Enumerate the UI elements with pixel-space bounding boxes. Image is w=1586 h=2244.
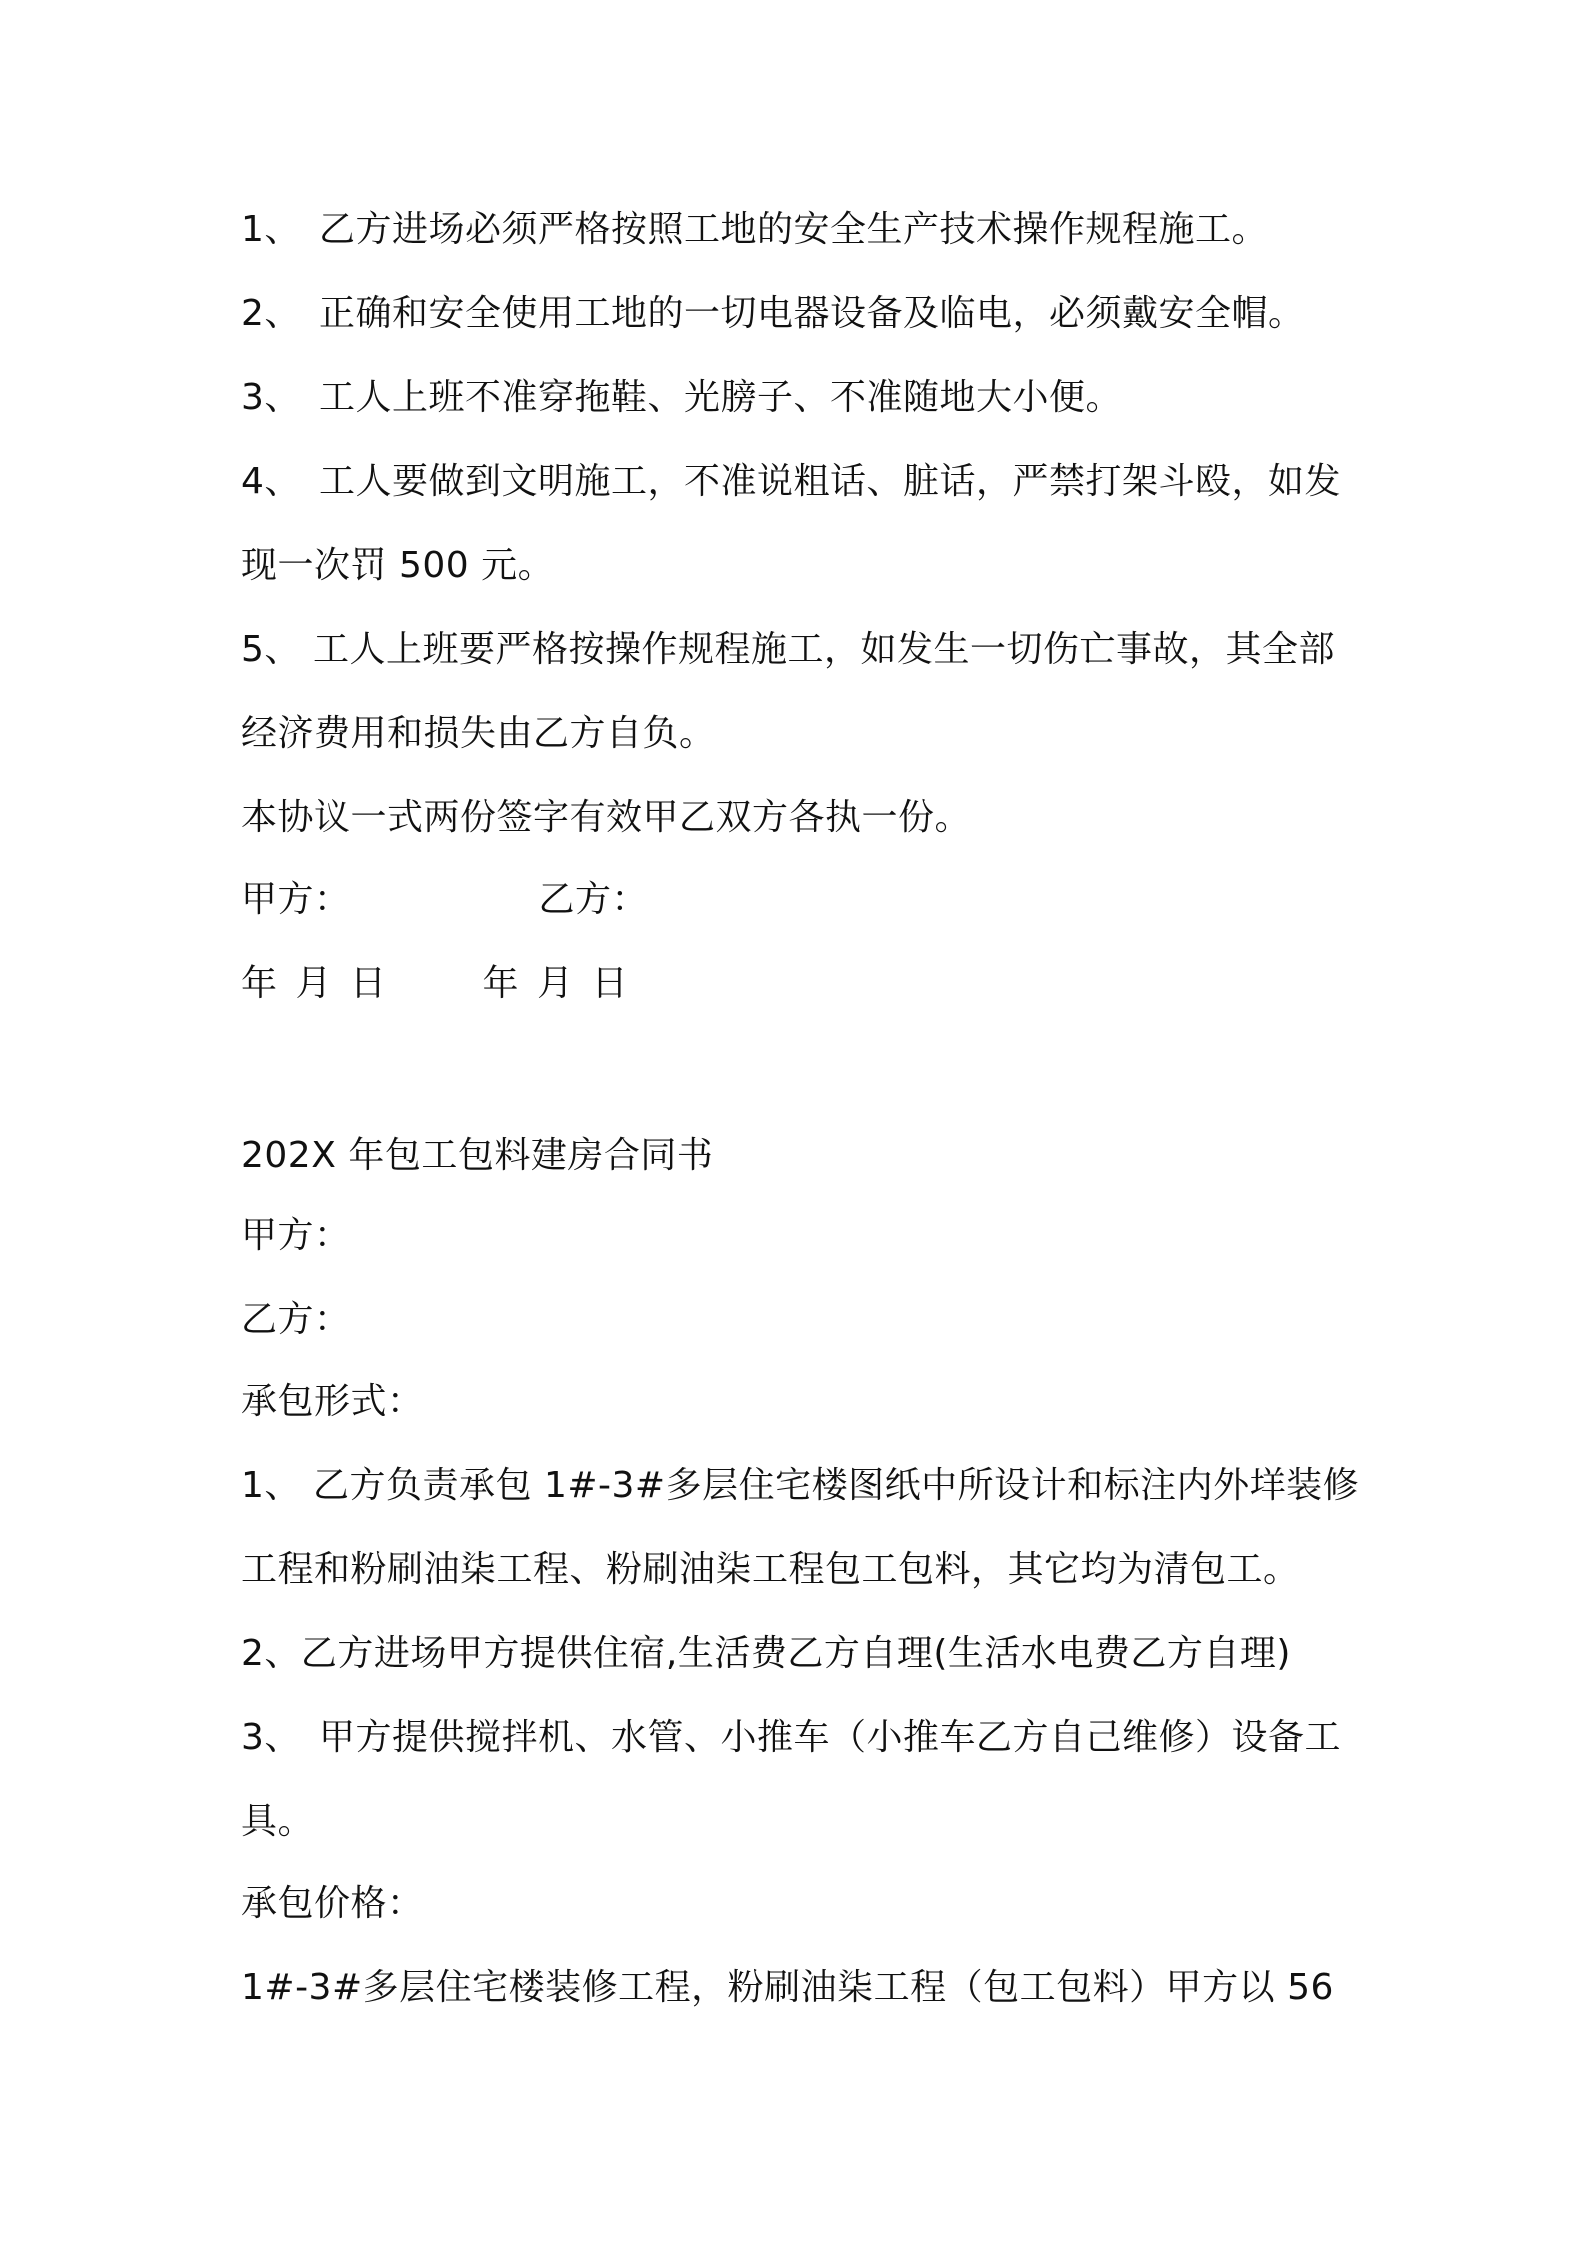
form-text: 甲方提供搅拌机、水管、小推车（小推车乙方自己维修）设备工 (319, 1717, 1342, 1758)
contract-title-text: 202X 年包工包料建房合同书 (241, 1135, 714, 1176)
rule-text: 乙方进场必须严格按照工地的安全生产技术操作规程施工。 (319, 209, 1269, 250)
rule-text-continued: 经济费用和损失由乙方自负。 (241, 713, 716, 754)
rule-item-4 (241, 458, 1341, 506)
date-a-day: 日 (350, 963, 387, 1004)
contract-form-heading-text: 承包形式： (241, 1381, 424, 1422)
date-b-month: 月 (537, 963, 574, 1004)
rule-item-1 (241, 206, 1268, 254)
form-text: 乙方负责承包 1#-3#多层住宅楼图纸中所设计和标注内外垟装修 (313, 1465, 1360, 1506)
form-number: 3、 (241, 1717, 301, 1758)
agreement-statement (241, 794, 971, 842)
rule-number: 2、 (241, 293, 301, 334)
party-b-line (241, 1296, 351, 1344)
contract-price-text (241, 1964, 1334, 2012)
date-b-year: 年 (482, 963, 520, 1004)
party-a-signature-label: 甲方： (241, 879, 351, 920)
form-text-continued: 工程和粉刷油柒工程、粉刷油柒工程包工包料，其它均为清包工。 (241, 1549, 1300, 1590)
signature-line (241, 876, 648, 924)
rule-text-continued: 现一次罚 500 元。 (241, 545, 555, 586)
rule-number: 1、 (241, 209, 301, 250)
form-item-1-continued (241, 1546, 1300, 1594)
contract-price-heading (241, 1880, 424, 1928)
party-a-label: 甲方： (241, 1215, 351, 1256)
rule-text: 工人上班要严格按操作规程施工，如发生一切伤亡事故，其全部 (313, 629, 1336, 670)
rule-number: 5、 (241, 629, 301, 670)
form-item-1 (241, 1462, 1359, 1510)
form-text: 2、乙方进场甲方提供住宿,生活费乙方自理(生活水电费乙方自理) (241, 1633, 1291, 1674)
form-text-continued: 具。 (241, 1801, 315, 1842)
rule-item-5-continued (241, 710, 716, 758)
rule-text: 正确和安全使用工地的一切电器设备及临电，必须戴安全帽。 (319, 293, 1305, 334)
form-number: 1、 (241, 1465, 301, 1506)
rule-item-2 (241, 290, 1305, 338)
date-a-year: 年 (241, 963, 278, 1004)
form-item-2 (241, 1630, 1291, 1678)
party-a-line (241, 1212, 351, 1260)
rule-item-3 (241, 374, 1122, 422)
rule-text: 工人上班不准穿拖鞋、光膀子、不准随地大小便。 (319, 377, 1123, 418)
rule-item-4-continued (241, 542, 554, 590)
rule-number: 3、 (241, 377, 301, 418)
date-a-month: 月 (295, 963, 333, 1004)
party-b-label: 乙方： (241, 1299, 351, 1340)
contract-form-heading (241, 1378, 424, 1426)
form-item-3 (241, 1714, 1341, 1762)
contract-title (241, 1132, 713, 1180)
rule-number: 4、 (241, 461, 301, 502)
agreement-text: 本协议一式两份签字有效甲乙双方各执一份。 (241, 797, 972, 838)
date-line (241, 960, 628, 1008)
rule-item-5 (241, 626, 1335, 674)
contract-price-body: 1#-3#多层住宅楼装修工程，粉刷油柒工程（包工包料）甲方以 56 (241, 1967, 1334, 2008)
contract-price-heading-text: 承包价格： (241, 1883, 424, 1924)
date-b-day: 日 (591, 963, 629, 1004)
form-item-3-continued (241, 1798, 314, 1846)
party-b-signature-label: 乙方： (538, 879, 649, 920)
rule-text: 工人要做到文明施工，不准说粗话、脏话，严禁打架斗殴，如发 (319, 461, 1342, 502)
